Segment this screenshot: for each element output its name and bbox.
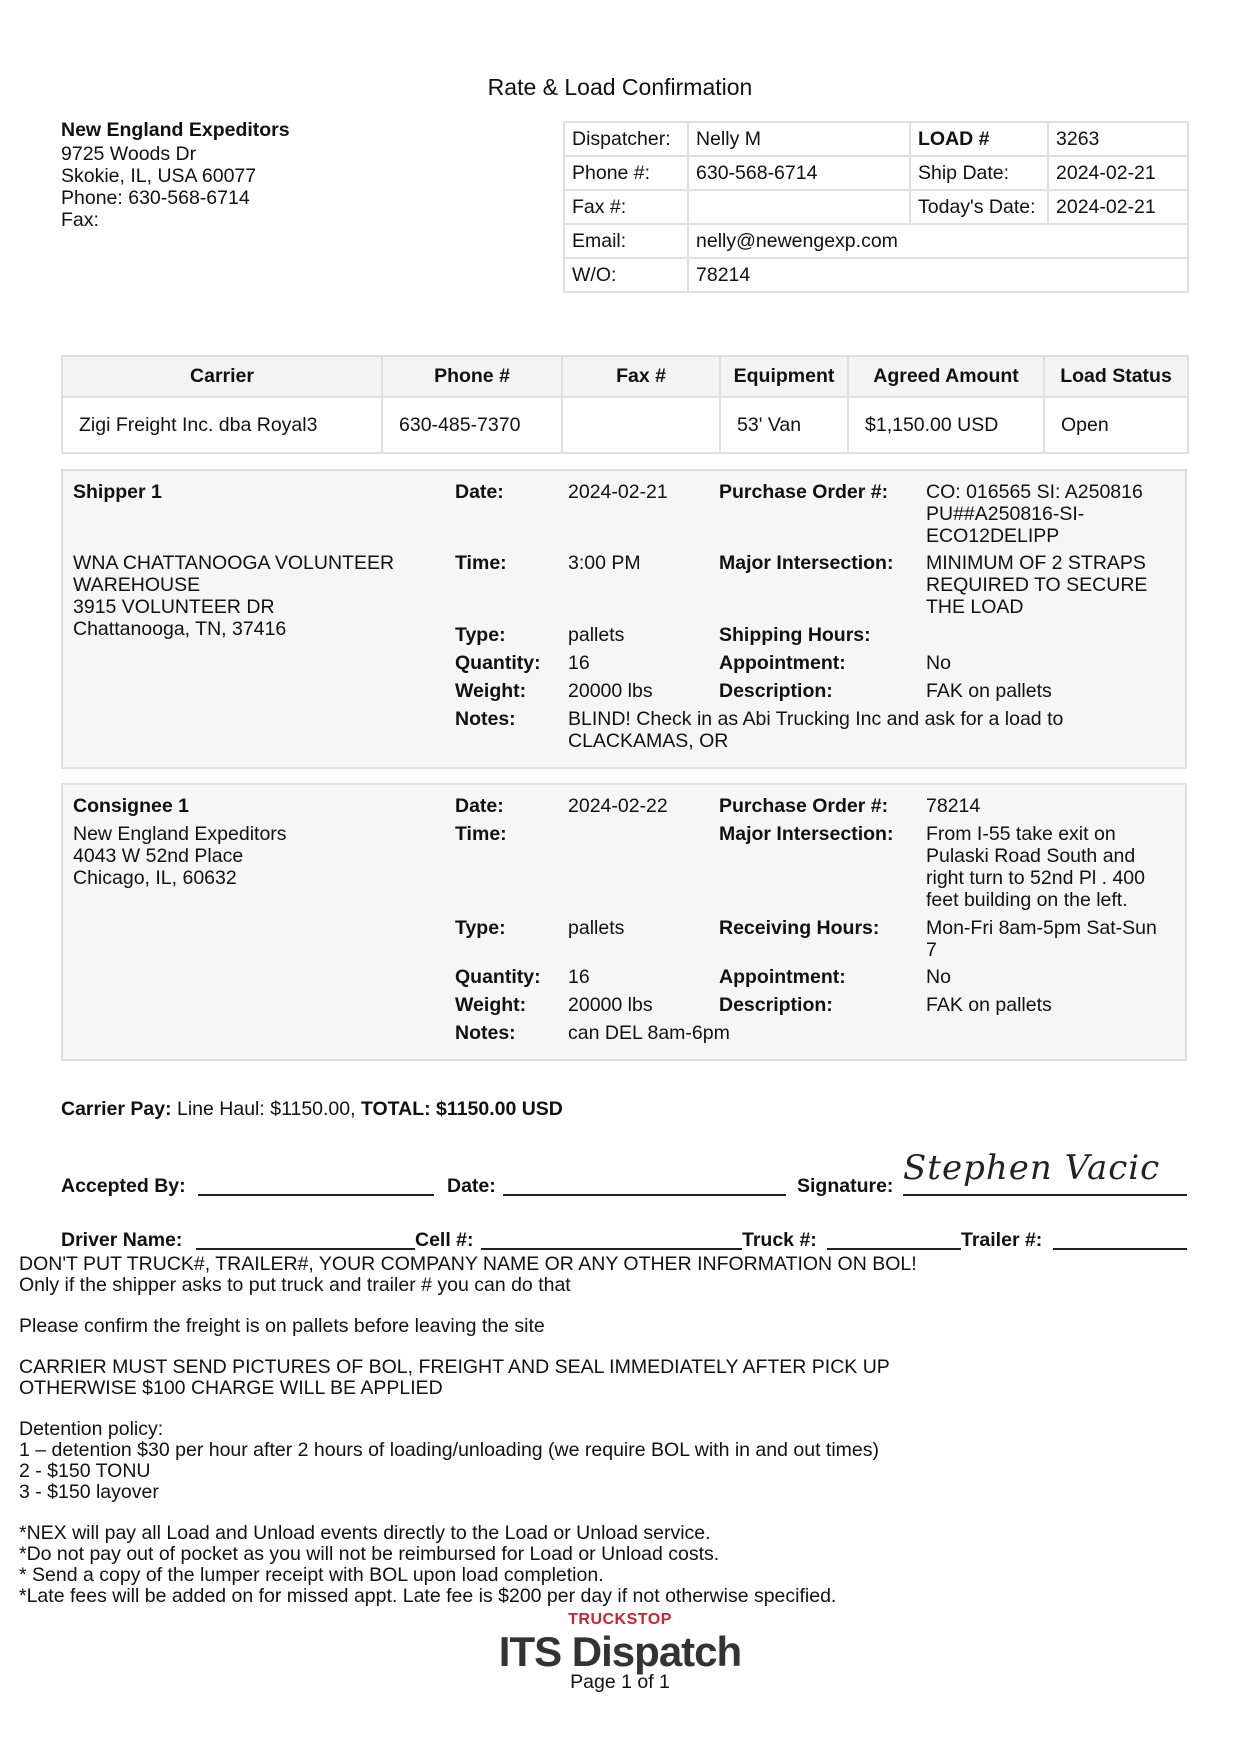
detention-policy: Detention policy: 1 – detention $30 per hour after 2 hours of loading/unloading (we require BOL with in and out times) 2 - $150 TONU 3 - $150 layover — [19, 1418, 879, 1503]
signature-label: Signature: — [797, 1175, 894, 1197]
page-title: Rate & Load Confirmation — [487, 74, 753, 100]
shipper-weight-label: Weight: — [455, 680, 527, 702]
truck-label: Truck #: — [742, 1229, 817, 1251]
consignee-weight-label: Weight: — [455, 994, 527, 1016]
consignee-weight: 20000 lbs — [568, 994, 653, 1016]
signature-handwriting: Stephen Vacic — [903, 1148, 1161, 1188]
company-phone: Phone: 630-568-6714 — [61, 187, 250, 209]
page-number: Page 1 of 1 — [570, 1671, 670, 1693]
payment-notes: *NEX will pay all Load and Unload events directly to the Load or Unload service. *Do not pay out of pocket as you will not be reimbursed for Load or Unload costs. * Send a copy of the lumper receipt with BOL upon load completion. *Late fees will be added on for missed appt. Late fee is $200 per day if not otherwise specified. — [19, 1522, 837, 1607]
dispatcher-value: Nelly M — [688, 122, 910, 156]
accepted-by-label: Accepted By: — [61, 1175, 186, 1197]
email-value: nelly@newengexp.com — [688, 224, 1188, 258]
consignee-type: pallets — [568, 917, 625, 939]
table-row — [62, 397, 1188, 453]
carrier-phone: 630-485-7370 — [382, 397, 562, 453]
signature-field[interactable] — [903, 1194, 1187, 1196]
consignee-title: Consignee 1 — [73, 795, 189, 817]
instruction-pallets: Please confirm the freight is on pallets before leaving the site — [19, 1315, 545, 1337]
carrier-table — [61, 355, 1189, 454]
work-order-label: W/O: — [564, 258, 688, 292]
cell-label: Cell #: — [415, 1229, 474, 1251]
truck-field[interactable] — [827, 1248, 961, 1250]
consignee-receiving-hours-label: Receiving Hours: — [719, 917, 880, 939]
shipper-address: WNA CHATTANOOGA VOLUNTEER WAREHOUSE 3915 VOLUNTEER DR Chattanooga, TN, 37416 — [73, 552, 395, 640]
shipper-appointment: No — [926, 652, 951, 674]
dispatcher-label: Dispatcher: — [564, 122, 688, 156]
instruction-bol: DON'T PUT TRUCK#, TRAILER#, YOUR COMPANY NAME OR ANY OTHER INFORMATION ON BOL! Only if the shipper asks to put truck and trailer # you can do that — [19, 1253, 917, 1296]
carrier-equipment: 53' Van — [720, 397, 848, 453]
consignee-major-intersection-label: Major Intersection: — [719, 823, 894, 845]
trailer-label: Trailer #: — [961, 1229, 1043, 1251]
work-order-value: 78214 — [688, 258, 1188, 292]
shipper-description: FAK on pallets — [926, 680, 1052, 702]
consignee-address: New England Expeditors 4043 W 52nd Place Chicago, IL, 60632 — [73, 823, 287, 889]
phone-value: 630-568-6714 — [688, 156, 910, 190]
cell-field[interactable] — [481, 1248, 742, 1250]
header-fax: Fax # — [562, 356, 720, 397]
accept-date-label: Date: — [447, 1175, 496, 1197]
info-row — [564, 224, 1188, 258]
driver-name-field[interactable] — [196, 1248, 415, 1250]
shipper-title: Shipper 1 — [73, 481, 162, 503]
load-number-label: LOAD # — [910, 122, 1048, 156]
consignee-description-label: Description: — [719, 994, 833, 1016]
instruction-pictures: CARRIER MUST SEND PICTURES OF BOL, FREIGHT AND SEAL IMMEDIATELY AFTER PICK UP OTHERWISE $100 CHARGE WILL BE APPLIED — [19, 1356, 890, 1399]
load-number-value: 3263 — [1048, 122, 1188, 156]
header-equipment: Equipment — [720, 356, 848, 397]
consignee-description: FAK on pallets — [926, 994, 1052, 1016]
carrier-pay-line-haul: Line Haul: $1150.00, — [177, 1098, 356, 1120]
shipper-time-label: Time: — [455, 552, 507, 574]
shipper-quantity: 16 — [568, 652, 590, 674]
info-row — [564, 190, 1188, 224]
company-fax: Fax: — [61, 209, 99, 231]
consignee-date: 2024-02-22 — [568, 795, 668, 817]
shipper-po-label: Purchase Order #: — [719, 481, 889, 503]
shipper-type: pallets — [568, 624, 625, 646]
consignee-notes: can DEL 8am-6pm — [568, 1022, 730, 1044]
driver-name-label: Driver Name: — [61, 1229, 183, 1251]
company-name: New England Expeditors — [61, 119, 290, 141]
consignee-quantity: 16 — [568, 966, 590, 988]
todays-date-value: 2024-02-21 — [1048, 190, 1188, 224]
shipper-shipping-hours-label: Shipping Hours: — [719, 624, 871, 646]
consignee-major-intersection: From I-55 take exit on Pulaski Road South and right turn to 52nd Pl . 400 feet building on the left. — [926, 823, 1145, 911]
company-block — [61, 119, 481, 231]
company-address-line-1: 9725 Woods Dr — [61, 143, 197, 165]
info-row — [564, 258, 1188, 292]
consignee-po: 78214 — [926, 795, 981, 817]
trailer-field[interactable] — [1053, 1248, 1187, 1250]
phone-label: Phone #: — [564, 156, 688, 190]
header-agreed-amount: Agreed Amount — [848, 356, 1044, 397]
shipper-date: 2024-02-21 — [568, 481, 668, 503]
carrier-pay-label: Carrier Pay: — [61, 1098, 172, 1120]
dispatch-info-table — [563, 121, 1189, 293]
header-load-status: Load Status — [1044, 356, 1188, 397]
instructions — [19, 1254, 1219, 1607]
shipper-notes: BLIND! Check in as Abi Trucking Inc and ask for a load to CLACKAMAS, OR — [568, 708, 1064, 752]
consignee-receiving-hours: Mon-Fri 8am-5pm Sat-Sun 7 — [926, 917, 1157, 961]
header-phone: Phone # — [382, 356, 562, 397]
carrier-table-header — [62, 356, 1188, 397]
shipper-major-intersection-label: Major Intersection: — [719, 552, 894, 574]
carrier-agreed-amount: $1,150.00 USD — [848, 397, 1044, 453]
carrier-load-status: Open — [1044, 397, 1188, 453]
shipper-notes-label: Notes: — [455, 708, 516, 730]
carrier-name: Zigi Freight Inc. dba Royal3 — [62, 397, 382, 453]
accepted-by-field[interactable] — [198, 1194, 434, 1196]
shipper-po: CO: 016565 SI: A250816 PU##A250816-SI- ECO12DELIPP — [926, 481, 1143, 547]
shipper-appointment-label: Appointment: — [719, 652, 846, 674]
consignee-date-label: Date: — [455, 795, 504, 817]
consignee-notes-label: Notes: — [455, 1022, 516, 1044]
accept-date-field[interactable] — [503, 1194, 786, 1196]
carrier-pay-total: TOTAL: $1150.00 USD — [360, 1098, 563, 1120]
info-row — [564, 122, 1188, 156]
shipper-quantity-label: Quantity: — [455, 652, 541, 674]
shipper-major-intersection: MINIMUM OF 2 STRAPS REQUIRED TO SECURE THE LOAD — [926, 552, 1148, 618]
consignee-appointment-label: Appointment: — [719, 966, 846, 988]
carrier-fax — [562, 397, 720, 453]
fax-label: Fax #: — [564, 190, 688, 224]
shipper-time: 3:00 PM — [568, 552, 641, 574]
shipper-date-label: Date: — [455, 481, 504, 503]
consignee-time-label: Time: — [455, 823, 507, 845]
info-row — [564, 156, 1188, 190]
shipper-weight: 20000 lbs — [568, 680, 653, 702]
ship-date-value: 2024-02-21 — [1048, 156, 1188, 190]
company-address-line-2: Skokie, IL, USA 60077 — [61, 165, 257, 187]
consignee-po-label: Purchase Order #: — [719, 795, 889, 817]
fax-value — [688, 190, 910, 224]
consignee-appointment: No — [926, 966, 951, 988]
header-carrier: Carrier — [62, 356, 382, 397]
truckstop-logo-text: TRUCKSTOP — [568, 1611, 672, 1628]
email-label: Email: — [564, 224, 688, 258]
todays-date-label: Today's Date: — [910, 190, 1048, 224]
its-dispatch-logo: ITS Dispatch — [498, 1628, 742, 1675]
ship-date-label: Ship Date: — [910, 156, 1048, 190]
shipper-type-label: Type: — [455, 624, 506, 646]
consignee-type-label: Type: — [455, 917, 506, 939]
shipper-description-label: Description: — [719, 680, 833, 702]
carrier-pay — [61, 1098, 563, 1120]
consignee-quantity-label: Quantity: — [455, 966, 541, 988]
